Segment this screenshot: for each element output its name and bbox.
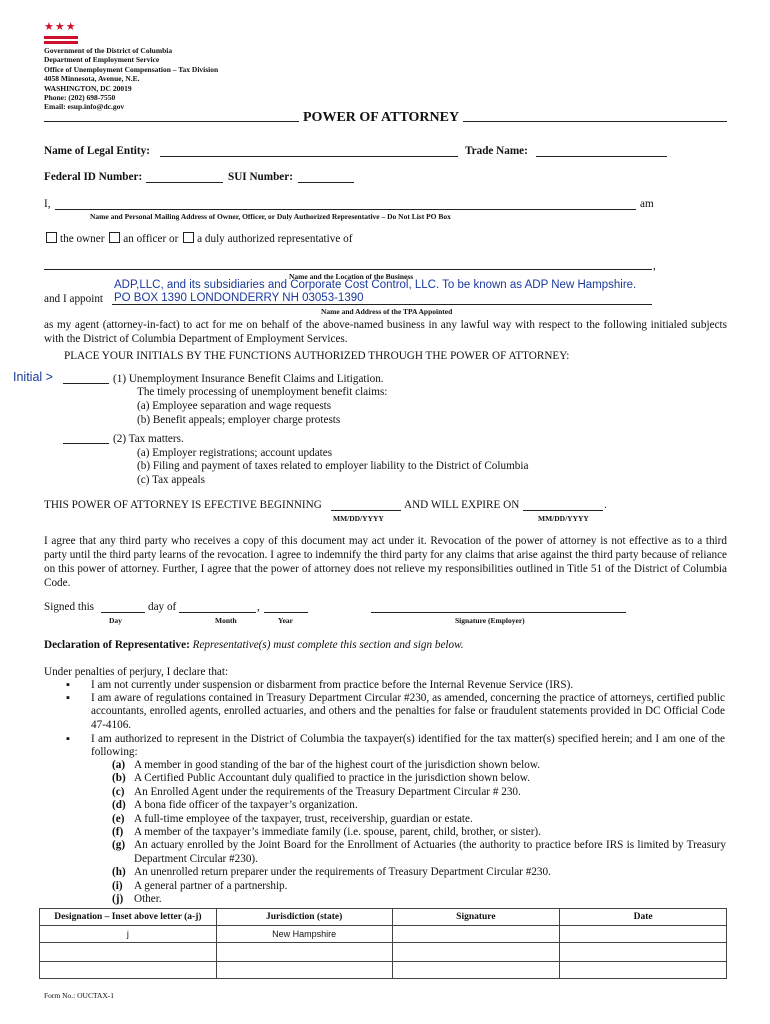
representative-table <box>39 908 727 979</box>
tpa-caption: Name and Address of the TPA Appointed <box>321 307 453 316</box>
list-item: (j) Other. <box>112 893 162 906</box>
sign-year-field[interactable] <box>264 612 308 613</box>
initial-field-1[interactable] <box>63 383 109 384</box>
jurisdiction-cell[interactable]: New Hampshire <box>216 926 392 943</box>
initial-marker: Initial > <box>13 370 53 384</box>
expire-date-field[interactable] <box>523 510 603 511</box>
legal-entity-field[interactable] <box>160 156 458 157</box>
declaration-heading: Declaration of Representative: Representative(s) must complete this section and sign below. <box>44 639 464 651</box>
date-cell[interactable] <box>560 926 727 943</box>
jurisdiction-cell[interactable] <box>216 962 392 979</box>
declaration-bullet-1: I am not currently under suspension or disbarment from practice before the Internal Revenue Service (IRS). <box>91 679 574 691</box>
list-item: (e) A full-time employee of the taxpayer, trust, receivership, guardian or estate. <box>112 812 473 825</box>
owner-checkbox[interactable] <box>46 232 57 243</box>
owner-caption: Name and Personal Mailing Address of Owner, Officer, or Duly Authorized Representative – Do Not List PO Box <box>90 212 451 221</box>
list-item: (h) An unenrolled return preparer under the requirements of Treasury Department Circular #230. <box>112 866 551 879</box>
table-header-row: Designation – Inset above letter (a-j) Jurisdiction (state) Signature Date <box>40 909 727 926</box>
representative-checkbox[interactable] <box>183 232 194 243</box>
sign-month-field[interactable] <box>179 612 256 613</box>
sign-day-field[interactable] <box>101 612 145 613</box>
business-field[interactable] <box>44 269 652 270</box>
date-cell[interactable] <box>560 943 727 962</box>
signature-cell[interactable] <box>392 962 560 979</box>
agency-header: Government of the District of Columbia Department of Employment Service Office of Unemployment Compensation – Tax Division 4058 Minnesota, Avenue, N.E. WASHINGTON, DC 20019 Phone: (202) 698-7550 Email: esup.info@dc.gov <box>44 46 219 112</box>
signature-cell[interactable] <box>392 926 560 943</box>
designation-cell[interactable] <box>40 962 217 979</box>
expire-label: AND WILL EXPIRE ON <box>404 499 520 511</box>
jurisdiction-cell[interactable] <box>216 943 392 962</box>
table-row <box>40 962 727 979</box>
initial-field-2[interactable] <box>63 443 109 444</box>
list-item: (c) An Enrolled Agent under the requirements of the Treasury Department Circular # 230. <box>112 785 521 798</box>
federal-id-label: Federal ID Number: <box>44 171 143 183</box>
appointee-field[interactable] <box>112 304 652 305</box>
officer-checkbox[interactable] <box>109 232 120 243</box>
list-item: (f) A member of the taxpayer’s immediate family (i.e. spouse, parent, child, brother, or sister). <box>112 826 541 839</box>
list-item: (g) An actuary enrolled by the Joint Board for the Enrollment of Actuaries (the authority to practice before IRS is limited by Treasury Department Circular #230). <box>112 839 726 865</box>
declaration-bullet-2: I am aware of regulations contained in Treasury Department Circular #230, as amended, concerning the practice of attorneys, certified public accountants, enrolled agents, enrolled actuaries, and others and the penalties for false or fraudulent statements provided in DC Official Code 47-4106. <box>91 692 725 731</box>
legal-entity-label: Name of Legal Entity: <box>44 145 150 157</box>
sui-number-field[interactable] <box>298 182 354 183</box>
agreement-text: I agree that any third party who receives a copy of this document may act under it. Revocation of the power of attorney is not effective as to a third party until the third party learns of the revocation. I agree to indemnify the third party for any claims that arise against the third party because of reliance on this power of attorney. Further, I agree that the power of attorney does not relieve my responsibilities outlined in Title 51 of the District of Columbia Code. <box>44 535 727 589</box>
begin-date-field[interactable] <box>331 510 401 511</box>
am-label: am <box>640 198 654 210</box>
list-item: (a) A member in good standing of the bar of the highest court of the jurisdiction shown below. <box>112 759 540 771</box>
federal-id-field[interactable] <box>146 182 223 183</box>
functions-heading: PLACE YOUR INITIALS BY THE FUNCTIONS AUTHORIZED THROUGH THE POWER OF ATTORNEY: <box>64 350 570 362</box>
appointee-name[interactable]: ADP,LLC, and its subsidiaries and Corporate Cost Control, LLC. To be known as ADP New Hampshire. <box>114 279 637 291</box>
trade-name-label: Trade Name: <box>465 145 528 157</box>
appoint-label: and I appoint <box>44 293 104 305</box>
declaration-bullet-3: I am authorized to represent in the District of Columbia the taxpayer(s) identified for the tax matter(s) specified herein; and I am one of the following: <box>91 733 725 759</box>
date-cell[interactable] <box>560 962 727 979</box>
form-number: Form No.: OUCTAX-1 <box>44 991 115 1000</box>
designation-cell[interactable]: j <box>40 926 217 943</box>
sui-number-label: SUI Number: <box>228 171 293 183</box>
flag-stars-icon: ★★★ <box>44 21 77 33</box>
appointee-address[interactable]: PO BOX 1390 LONDONDERRY NH 03053-1390 <box>114 292 364 304</box>
designation-cell[interactable] <box>40 943 217 962</box>
signature-cell[interactable] <box>392 943 560 962</box>
effective-begin-label: THIS POWER OF ATTORNEY IS EFECTIVE BEGINNING <box>44 499 322 511</box>
page-title: POWER OF ATTORNEY <box>299 110 463 126</box>
item1-title: (1) Unemployment Insurance Benefit Claims and Litigation. <box>113 373 384 385</box>
table-row <box>40 926 727 943</box>
trade-name-field[interactable] <box>536 156 667 157</box>
representative-options-list <box>112 759 726 906</box>
business-caption: Name and the Location of the Business <box>289 272 414 281</box>
item2-title: (2) Tax matters. <box>113 433 184 445</box>
list-item: (i) A general partner of a partnership. <box>112 879 288 892</box>
role-options: the owner an officer or a duly authorized representative of <box>46 232 352 245</box>
list-item: (b) A Certified Public Accountant duly qualified to practice in the jurisdiction shown below. <box>112 772 531 785</box>
owner-name-field[interactable] <box>55 209 636 210</box>
table-row <box>40 943 727 962</box>
agent-text: as my agent (attorney-in-fact) to act for me on behalf of the above-named business in any lawful way with respect to the following initialed subjects with the District of Columbia Department of Employment Services. <box>44 319 727 345</box>
employer-signature-field[interactable] <box>371 612 626 613</box>
list-item: (d) A bona fide officer of the taxpayer’s organization. <box>112 799 358 812</box>
i-label: I, <box>44 198 51 210</box>
